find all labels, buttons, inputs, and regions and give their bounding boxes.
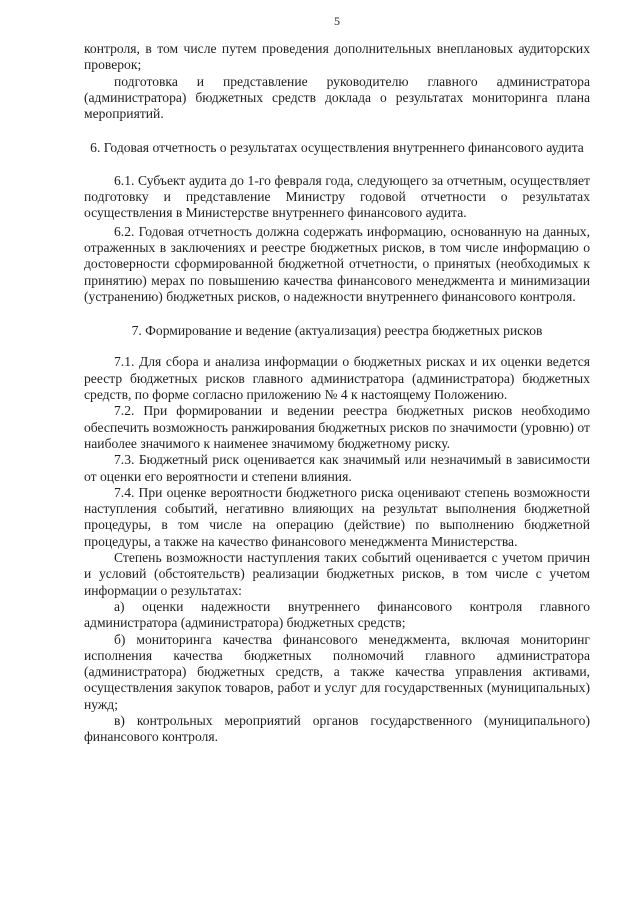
page-number: 5 (334, 14, 340, 28)
paragraph-continuation: контроля, в том числе путем проведения дополнительных внеплановых аудиторских проверок; (84, 41, 590, 73)
paragraph-6-2: 6.2. Годовая отчетность должна содержать информацию, основанную на данных, отраженных в заключениях и реестре бюджетных рисков, в том числе информацию о достоверности сформированной бюджетной отчетности, о принятых (необходимых к принятию) мерах по повышению качества финансового менеджмента и минимизации (устранению) бюджетных рисков, о надежности внутреннего финансового контроля. (84, 223, 590, 304)
paragraph-top-2: подготовка и представление руководителю главного администратора (администратора) бюджетных средств доклада о результатах мониторинга плана мероприятий. (84, 73, 590, 122)
paragraph-7-4-c: в) контрольных мероприятий органов государственного (муниципального) финансового контроля. (84, 712, 590, 745)
section-7-heading: 7. Формирование и ведение (актуализация) реестра бюджетных рисков (131, 323, 543, 339)
paragraph-7-4-b: б) мониторинга качества финансового менеджмента, включая мониторинг исполнения качества бюджетных полномочий главного администратора (администратора) бюджетных средств, а также качества управления активами, осуществления закупок товаров, работ и услуг для государственных (муниципальных) нужд; (84, 631, 590, 712)
paragraph-6-1: 6.1. Субъект аудита до 1-го февраля года, следующего за отчетным, осуществляет подготовку и представление Министру годовой отчетности о результатах осуществления в Министерстве внутреннего финансового аудита. (84, 172, 590, 221)
paragraph-7-4-degree: Степень возможности наступления таких событий оценивается с учетом причин и условий (обстоятельств) реализации бюджетных рисков, в том числе с учетом информации о результатах: (84, 550, 590, 598)
paragraph-7-4: 7.4. При оценке вероятности бюджетного риска оценивают степень возможности наступления событий, негативно влияющих на результат выполнения бюджетной процедуры, в том числе на операцию (действие) по выполнению бюджетной процедуры, а также на качество финансового менеджмента Министерства. (84, 484, 590, 549)
paragraph-7-2: 7.2. При формировании и ведении реестра бюджетных рисков необходимо обеспечить возможность ранжирования бюджетных рисков по значимости (уровню) от наиболее значимого к наименее значимому бюджетному риску. (84, 403, 590, 451)
section-6-heading: 6. Годовая отчетность о результатах осуществления внутреннего финансового аудита (90, 140, 584, 156)
paragraph-7-1: 7.1. Для сбора и анализа информации о бюджетных рисках и их оценки ведется реестр бюджетных рисков главного администратора (администратора) бюджетных средств, по форме согласно приложению № 4 к настоящему Положению. (84, 354, 590, 403)
paragraph-7-4-a: а) оценки надежности внутреннего финансового контроля главного администратора (администратора) бюджетных средств; (84, 598, 590, 631)
paragraph-7-3: 7.3. Бюджетный риск оценивается как значимый или незначимый в зависимости от оценки его вероятности и степени влияния. (84, 452, 590, 484)
